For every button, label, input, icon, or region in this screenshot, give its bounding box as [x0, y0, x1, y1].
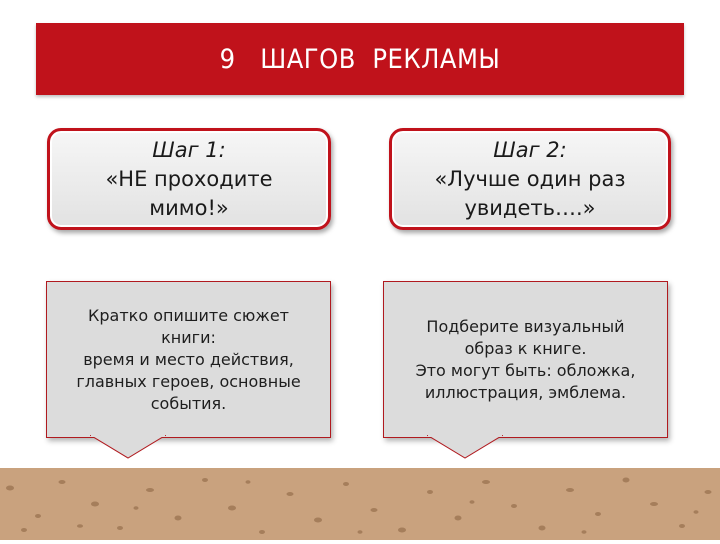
step-2-label: Шаг 2: [493, 137, 567, 162]
title-banner [36, 23, 684, 95]
step-1-label: Шаг 1: [152, 137, 226, 162]
desc-1-line: Кратко опишите сюжет [88, 305, 289, 325]
desc-1-line: события. [150, 393, 227, 413]
desc-2-line: Подберите визуальный [426, 316, 625, 336]
callout-tail-1 [90, 435, 166, 461]
step-2-box [389, 128, 671, 230]
callout-tail-2 [427, 435, 503, 461]
step-2-line-2: увидеть….» [464, 195, 596, 220]
desc-1-line: главных героев, основные [76, 371, 301, 391]
step-1-line-1: «НЕ проходите [105, 166, 273, 191]
desc-1-line: время и место действия, [83, 349, 294, 369]
step-2-line-1: «Лучше один раз [434, 166, 626, 191]
desc-2-line: иллюстрация, эмблема. [424, 382, 627, 402]
slide-title: 9 ШАГОВ РЕКЛАМЫ [219, 43, 501, 75]
step-1-description [46, 281, 331, 438]
step-2-description [383, 281, 668, 438]
desc-2-line: образ к книге. [464, 338, 587, 358]
desc-1-line: книги: [161, 327, 216, 347]
step-1-box [47, 128, 331, 230]
ground-strip [0, 468, 720, 540]
pebble-texture [0, 468, 720, 540]
step-1-line-2: мимо!» [149, 195, 229, 220]
desc-2-line: Это могут быть: обложка, [415, 360, 636, 380]
